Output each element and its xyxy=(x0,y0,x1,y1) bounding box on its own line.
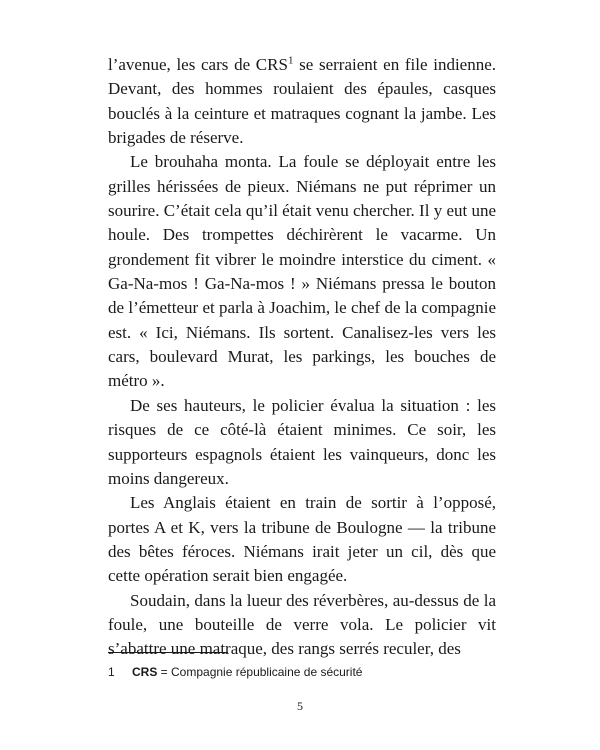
paragraph-5: Soudain, dans la lueur des réverbères, au-dessus de la foule, une bouteille de verre vola. Le policier vit s’abattre une matraque, des rangs serrés reculer, des xyxy=(108,590,496,659)
paragraph-1-text-after-note: se serraient en file indienne. Devant, des hommes roulaient des épaules, casques bouclés à la ceinture et matraques cognant la jambe. Les brigades de réserve. xyxy=(108,55,497,148)
footnote-number: 1 xyxy=(108,665,115,679)
footnote-term: CRS xyxy=(132,665,158,679)
page-number: 5 xyxy=(297,699,303,713)
paragraph-2: Le brouhaha monta. La foule se déployait entre les grilles hérissées de pieux. Niémans ne put réprimer un sourire. C’était cela qu’il était venu chercher. Il y eut une houle. Des trompettes déchirèrent le vacarme. Un grondement fit vibrer le moindre interstice du ciment. « Ga-Na-mos ! Ga-Na-mos ! » Niémans pressa le bouton de l’émetteur et parla à Joachim, le chef de la compagnie est. « Ici, Niémans. Ils sortent. Canalisez-les vers les cars, boulevard Murat, les parkings, les bouches de métro ». xyxy=(108,152,497,391)
body-text xyxy=(108,53,496,662)
footnote xyxy=(108,664,496,680)
paragraph-4: Les Anglais étaient en train de sortir à l’opposé, portes A et K, vers la tribune de Boulogne — la tribune des bêtes féroces. Niémans irait jeter un cil, dès que cette opération serait bien engagée. xyxy=(108,493,496,586)
footnote-definition: = Compagnie républicaine de sécurité xyxy=(157,665,363,679)
paragraph-1-text-before-note: l’avenue, les cars de CRS xyxy=(108,55,288,74)
paragraph-1 xyxy=(108,53,496,150)
footnote-divider xyxy=(108,652,228,653)
footnote-reference: 1 xyxy=(287,54,294,67)
paragraph-3: De ses hauteurs, le policier évalua la situation : les risques de ce côté-là étaient minimes. Ce soir, les supporteurs espagnols étaient les vainqueurs, donc les moins dangereux. xyxy=(108,395,496,488)
